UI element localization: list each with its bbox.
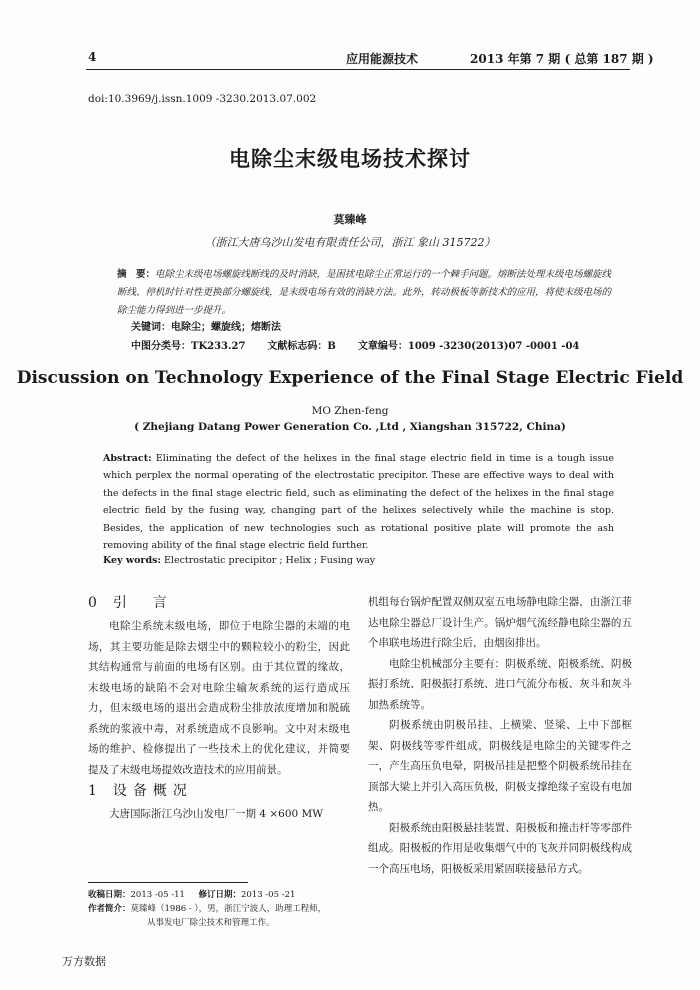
section-heading-intro (88, 592, 350, 614)
keywords-cn-text: 电除尘；螺旋线；熔断法 (171, 322, 281, 333)
paragraph-intro: 电除尘系统末级电场，即位于电除尘器的末端的电场，其主要功能是除去烟尘中的颗粒较小的粉尘，因此其结构通常与前面的电场有区别。由于其位置的缘故，末级电场的缺陷不会对电除尘输灰系统的运行造成压力，但末级电场的退出会造成粉尘排放浓度增加和脱硫系统的浆液中毒，对系统造成不良影响。文中对末级电场的维护、检修提出了一些技术上的优化建议，并简要提及了末级电场提效改造技术的应用前景。 (88, 620, 350, 776)
abstract-chinese (117, 266, 617, 320)
page-number: 4 (88, 50, 97, 64)
journal-name: 应用能源技术 (346, 52, 419, 66)
affiliation-chinese: （浙江大唐乌沙山发电有限责任公司，浙江 象山 315722） (204, 236, 496, 249)
doi: doi:10.3969/j.issn.1009 -3230.2013.07.002 (88, 93, 317, 105)
section-title: 设备概况 (112, 783, 193, 799)
clc-number: 中图分类号：TK233.27 (131, 341, 246, 352)
section-title: 引 言 (112, 595, 173, 611)
abstract-en-label: Abstract: (103, 453, 152, 464)
received-date: 2013 -05 -11 (130, 890, 185, 900)
classification-line (131, 337, 601, 352)
affiliation-english: ( Zhejiang Datang Power Generation Co. ,Ltd , Xiangshan 315722, China) (134, 421, 566, 433)
section-heading-equipment (88, 780, 350, 802)
keywords-en-label: Key words: (103, 555, 161, 566)
footnote (88, 888, 350, 930)
bio-line2: 从事发电厂除尘技术和管理工作。 (147, 918, 275, 928)
bio-line1: 莫臻峰（1986 - ），男，浙江宁波人，助理工程师， (130, 904, 327, 914)
received-label: 收稿日期： (88, 890, 131, 900)
section-number: 1 (88, 783, 97, 799)
author-chinese: 莫臻峰 (333, 213, 367, 226)
abstract-en-text: Eliminating the defect of the helixes in the final stage electric field in time is a tough issue which perplex the normal operating of the electrostatic precipitor. These are effective ways to deal with the defects in the final stage electric field, such as eliminating the defect of the helixes in the final stage electric field by the fusing way, changing part of the helixes selectively while the machine is stop. Besides, the application of new technologies such as rotational positive plate will promote the ash removing ability of the final stage electric field further. (103, 453, 615, 552)
abstract-cn-text: 电除尘末级电场螺旋线断线的及时消缺，是困扰电除尘正常运行的一个棘手问题。熔断法处理末级电场螺旋线断线、停机时针对性更换部分螺旋线，是末级电场有效的消缺方法。此外，转动极板等新技术的应用，将使末级电场的除尘能力得到进一步提升。 (117, 269, 612, 316)
issue-info: 2013 年第 7 期 ( 总第 187 期 ) (470, 52, 654, 66)
title-english: Discussion on Technology Experience of the Final Stage Electric Field (16, 368, 684, 388)
keywords-chinese (131, 318, 281, 333)
column-left (88, 592, 350, 825)
paragraph-equipment-cont: 机组每台锅炉配置双侧双室五电场静电除尘器，由浙江菲达电除尘器总厂设计生产。锅炉烟气流经静电除尘器的五个串联电场进行除尘后，由烟囱排出。 (368, 596, 632, 649)
abstract-english (103, 450, 614, 554)
revised-label: 修订日期： (198, 890, 241, 900)
footnote-rule (88, 882, 248, 883)
keywords-cn-label: 关键词： (131, 322, 171, 333)
column-right (368, 592, 632, 879)
watermark: 万方数据 (62, 955, 106, 968)
paragraph-equipment-start: 大唐国际浙江乌沙山发电厂一期 4 ×600 MW (109, 808, 324, 820)
header-rule (86, 69, 630, 70)
section-number: 0 (88, 595, 97, 611)
title-chinese: 电除尘末级电场技术探讨 (229, 146, 471, 171)
bio-label: 作者简介： (88, 904, 131, 914)
abstract-cn-label: 摘 要： (117, 269, 156, 280)
paragraph-mechanical: 电除尘机械部分主要有：阴极系统、阳极系统、阴极振打系统、阳极振打系统、进口气流分布板、灰斗和灰斗加热系统等。 (368, 657, 632, 711)
keywords-en-text: Electrostatic precipitor ; Helix ; Fusing way (163, 555, 376, 566)
author-english: MO Zhen-feng (311, 405, 389, 417)
revised-date: 2013 -05 -21 (240, 890, 296, 900)
document-code: 文献标志码：B (267, 341, 336, 352)
paragraph-anode: 阳极系统由阳极悬挂装置、阳极板和撞击杆等零部件组成。阳极板的作用是收集烟气中的飞灰并同阴极线构成一个高压电场，阳极板采用紧固联接悬吊方式。 (368, 821, 632, 875)
keywords-english (103, 555, 375, 566)
paragraph-cathode: 阴极系统由阴极吊挂、上横梁、竖梁、上中下部框架、阴极线等零件组成，阴极线是电除尘的关键零件之一，产生高压负电晕，阴极吊挂是把整个阴极系统吊挂在顶部大梁上并引入高压负极，阴极支撑绝缘子室设有电加热。 (368, 719, 632, 813)
footnote-dates (88, 888, 350, 902)
footnote-bio (88, 902, 350, 916)
article-number: 文章编号：1009 -3230(2013)07 -0001 -04 (357, 341, 580, 352)
